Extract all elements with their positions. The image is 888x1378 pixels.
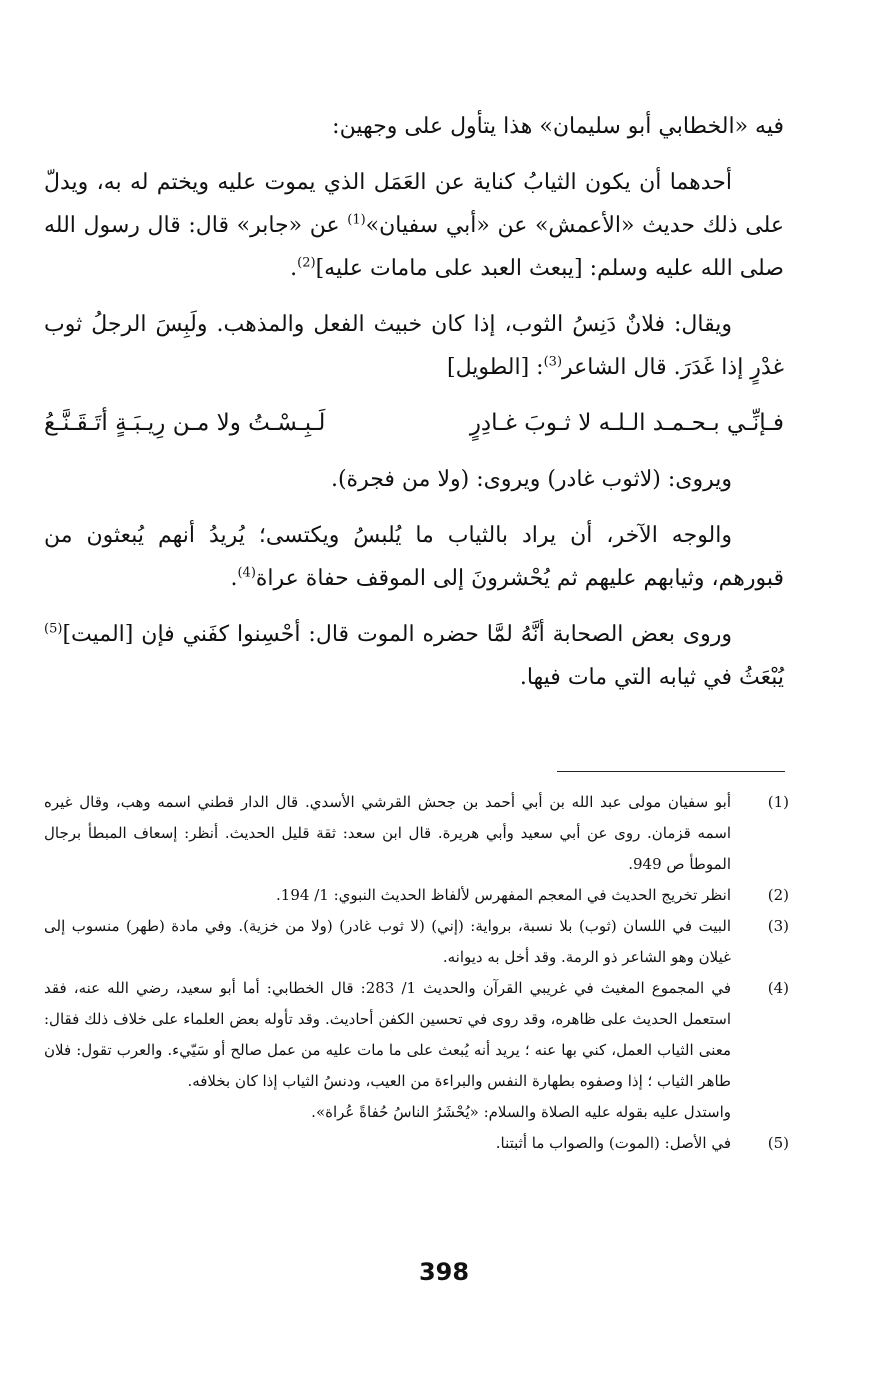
main-text <box>44 105 784 712</box>
verse-second-hemistich: لَـبِـسْـتُ ولا مـن رِيـبَـةٍ أتَـقَـنَّـعُ <box>44 410 326 436</box>
footnote-3 <box>44 911 789 973</box>
footnote-text: انظر تخريج الحديث في المعجم المفهرس لألفاظ الحديث النبوي: 1/ 194. <box>276 886 731 904</box>
footnote-number: (2) <box>767 886 789 904</box>
p5-text-a: وروى بعض الصحابة أنَّهُ لمَّا حضره الموت قال: أحْسِنوا كفَني فإن [الميت] <box>62 622 732 647</box>
paragraph-5 <box>44 613 784 699</box>
p1-text-c: . <box>290 256 298 281</box>
p5-text-b: يُبْعَثُ في ثيابه التي مات فيها. <box>519 665 784 690</box>
footnote-ref-1: (1) <box>347 212 366 228</box>
footnote-ref-2: (2) <box>297 255 316 271</box>
paragraph-2 <box>44 303 784 389</box>
p2-text-b: : [الطويل] <box>447 355 544 380</box>
footnote-divider <box>557 771 785 772</box>
intro-line: فيه «الخطابي أبو سليمان» هذا يتأول على وجهين: <box>332 114 784 139</box>
footnote-number: (1) <box>767 793 789 811</box>
footnotes <box>44 787 789 1159</box>
p1-text-a: أحدهما أن يكون الثيابُ كناية عن العَمَل الذي يموت عليه ويختم له به، ويدلّ على ذلك حديث «الأعمش» عن «أبي سفيان» <box>44 170 784 238</box>
footnote-text: في الأصل: (الموت) والصواب ما أثبتنا. <box>495 1134 731 1152</box>
footnote-ref-5: (5) <box>44 621 63 637</box>
poem-verse <box>44 402 784 445</box>
footnote-ref-4: (4) <box>237 565 256 581</box>
page-number: 398 <box>418 1258 470 1286</box>
paragraph-3: ويروى: (لاثوب غادر) ويروى: (ولا من فجرة). <box>330 467 732 492</box>
paragraph-1 <box>44 161 784 290</box>
footnote-text-continued: واستدل عليه بقوله عليه الصلاة والسلام: «يُحْشَرُ الناسُ حُفاةً عُراة». <box>311 1103 731 1121</box>
verse-first-hemistich: فـإنِّـي بـحـمـد الـلـه لا ثـوبَ غـادِرٍ <box>469 410 784 436</box>
p4-text-a: والوجه الآخر، أن يراد بالثياب ما يُلبسُ ويكتسى؛ يُريدُ أنهم يُبعثون من قبورهم، وثيابهم عليهم ثم يُحْشرونَ إلى الموقف حفاة عراة <box>44 523 784 591</box>
footnote-text-group <box>44 973 731 1128</box>
p4-text-b: . <box>230 566 238 591</box>
footnote-ref-3: (3) <box>543 354 563 370</box>
paragraph-4 <box>44 514 784 600</box>
footnote-text: أبو سفيان مولى عبد الله بن أبي أحمد بن جحش القرشي الأسدي. قال الدار قطني اسمه وهب، وقال غيره اسمه قزمان. روى عن أبي سعيد وأبي هريرة. قال ابن سعد: ثقة قليل الحديث. أنظر: إسعاف المبطأ برجال الموطأ ص 949. <box>44 793 731 873</box>
p1-text-b: عن «جابر» قال: قال رسول الله صلى الله عليه وسلم: [يبعث العبد على مامات عليه] <box>44 213 784 281</box>
footnote-1 <box>44 787 789 880</box>
p2-text-a: ويقال: فلانٌ دَنِسُ الثوب، إذا كان خبيث الفعل والمذهب. ولَبِسَ الرجلُ ثوب غدْرٍ إذا غَدَرَ. قال الشاعر <box>44 312 784 380</box>
footnote-5 <box>44 1128 789 1159</box>
footnote-2 <box>44 880 789 911</box>
footnote-number: (3) <box>767 917 789 935</box>
footnote-4 <box>44 973 789 1128</box>
footnote-number: (5) <box>767 1134 789 1152</box>
footnote-number: (4) <box>767 979 789 997</box>
footnote-text: في المجموع المغيث في غريبي القرآن والحديث 1/ 283: قال الخطابي: أما أبو سعيد، رضي الله عنه، فقد استعمل الحديث على ظاهره، وقد روى في تحسين الكفن أحاديث. وقد تأوله بعض العلماء على خلاف ذلك فقال: معنى الثياب العمل، كني بها عنه ؛ يريد أنه يُبعث على ما مات عليه من عمل صالح أو سَيّيء. والعرب تقول: فلان طاهر الثياب ؛ إذا وصفوه بطهارة النفس والبراءة من العيب، ودنسُ الثياب إذا كان بخلافه. <box>44 979 731 1090</box>
footnote-text: البيت في اللسان (ثوب) بلا نسبة، برواية: (إني) (لا ثوب غادر) (ولا من خزية). وفي مادة (طهر) منسوب إلى غيلان وهو الشاعر ذو الرمة. وقد أخل به ديوانه. <box>44 917 731 966</box>
